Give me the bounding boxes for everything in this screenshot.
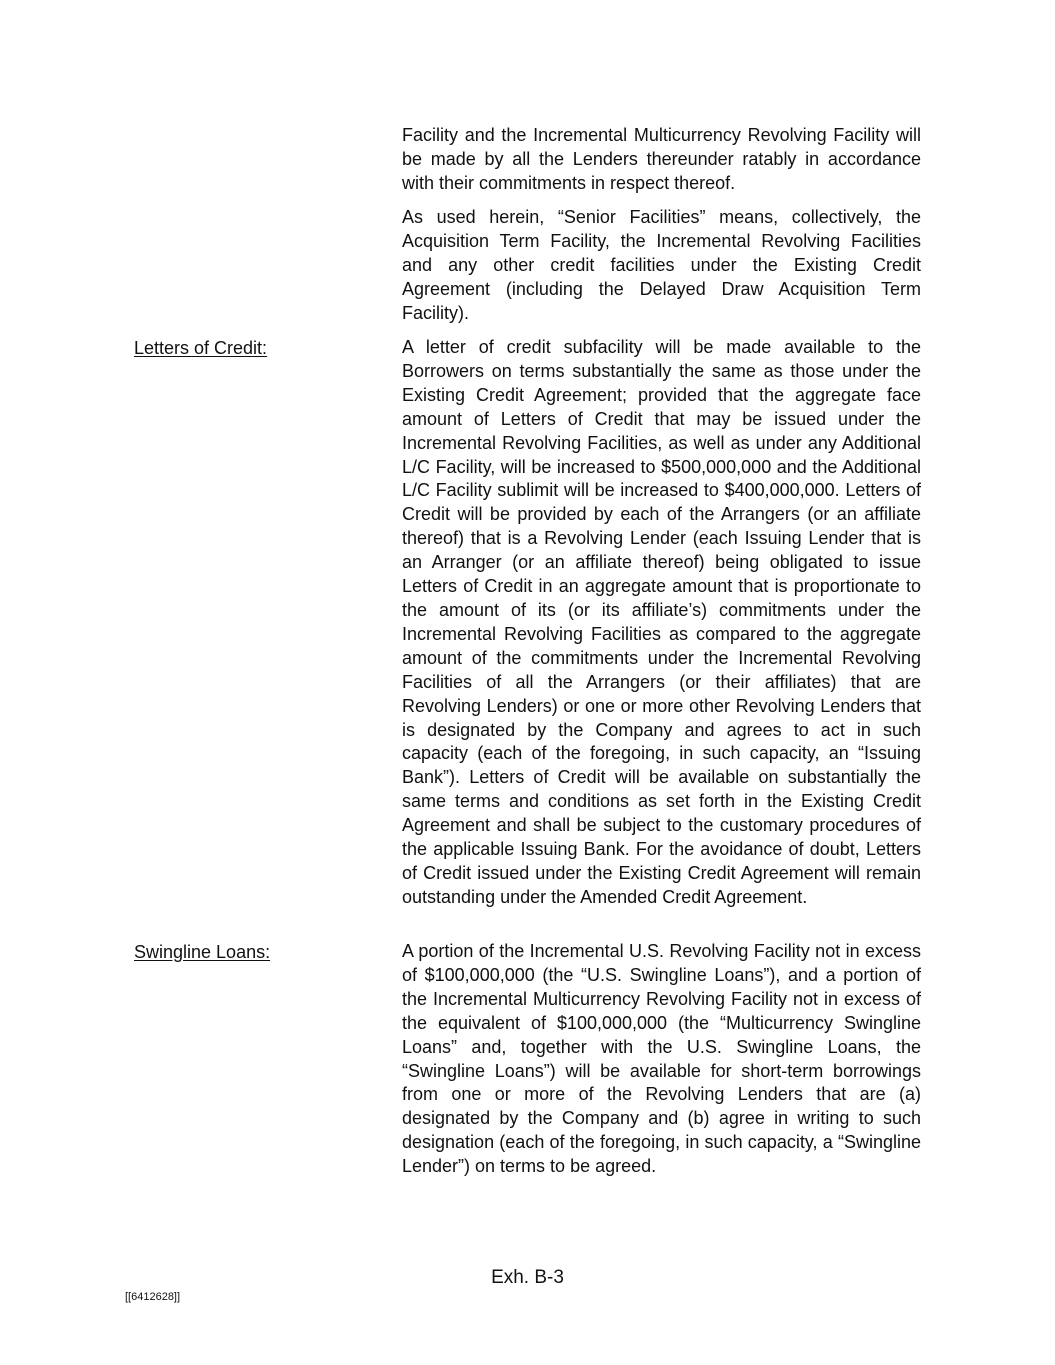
document-id: [[6412628]] bbox=[125, 1291, 181, 1303]
swingline-loans-label: Swingline Loans: bbox=[134, 942, 271, 962]
swingline-loans-text: A portion of the Incremental U.S. Revolving Facility not in excess of $100,000,000 (the “U.S. Swingline Loans”), and a portion of the Incremental Multicurrency Revolving Facility not in excess of the equivalent of $100,000,000 (the “Multicurrency Swingline Loans” and, together with the U.S. Swingline Loans, the “Swingline Loans”) will be available for short-term borrowings from one or more of the Revolving Lenders that are (a) designated by the Company and (b) agree in writing to such designation (each of the foregoing, in such capacity, a “Swingline Lender”) on terms to be agreed. bbox=[402, 941, 921, 1177]
page-number: Exh. B-3 bbox=[491, 1267, 564, 1288]
letters-of-credit-label: Letters of Credit: bbox=[134, 338, 268, 358]
letters-of-credit-text: A letter of credit subfacility will be made available to the Borrowers on terms substantially the same as those under the Existing Credit Agreement; provided that the aggregate face amount of Letters of Credit that may be issued under the Incremental Revolving Facilities, as well as under any Additional L/C Facility, will be increased to $500,000,000 and the Additional L/C Facility sublimit will be increased to $400,000,000. Letters of Credit will be provided by each of the Arrangers (or an affiliate thereof) that is a Revolving Lender (each Issuing Lender that is an Arranger (or an affiliate thereof) being obligated to issue Letters of Credit in an aggregate amount that is proportionate to the amount of its (or its affiliate’s) commitments under the Incremental Revolving Facilities as compared to the aggregate amount of the commitments under the Incremental Revolving Facilities of all the Arrangers (or their affiliates) that are Revolving Lenders) or one or more other Revolving Lenders that is designated by the Company and agrees to act in such capacity (each of the foregoing, in such capacity, an “Issuing Bank”). Letters of Credit will be available on substantially the same terms and conditions as set forth in the Existing Credit Agreement and shall be subject to the customary procedures of the applicable Issuing Bank. For the avoidance of doubt, Letters of Credit issued under the Existing Credit Agreement will remain outstanding under the Amended Credit Agreement. bbox=[402, 337, 921, 907]
continuation-paragraph: Facility and the Incremental Multicurrency Revolving Facility will be made by all the Lenders thereunder ratably in accordance with their commitments in respect thereof. bbox=[402, 125, 921, 193]
senior-facilities-paragraph: As used herein, “Senior Facilities” means, collectively, the Acquisition Term Facility, the Incremental Revolving Facilities and any other credit facilities under the Existing Credit Agreement (including the Delayed Draw Acquisition Term Facility). bbox=[402, 207, 921, 323]
